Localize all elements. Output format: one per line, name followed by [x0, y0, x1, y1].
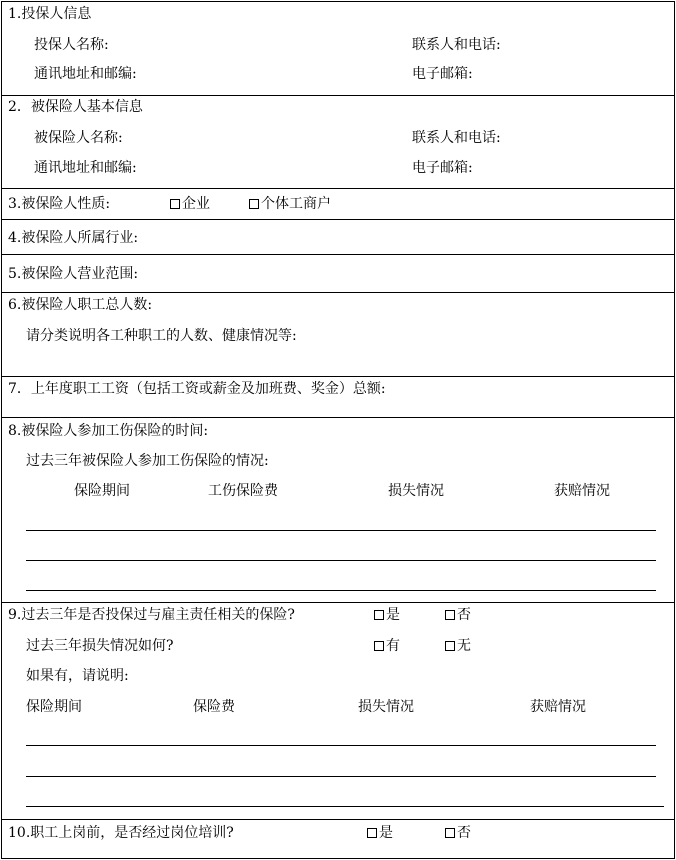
checkbox-icon	[374, 610, 384, 620]
section-job-training	[2, 820, 674, 860]
employee-breakdown-field[interactable]: 请分类说明各工种职工的人数、健康情况等:	[26, 328, 297, 344]
policyholder-name-field[interactable]: 投保人名称:	[34, 37, 109, 53]
loss-history-question: 过去三年损失情况如何?	[26, 638, 174, 654]
section-title: 2．被保险人基本信息	[8, 99, 143, 115]
individual-business-label: 个体工商户	[261, 196, 331, 212]
application-form	[1, 1, 675, 859]
checkbox-icon	[445, 828, 455, 838]
column-header: 保险费	[193, 699, 235, 715]
employer-liability-question: 9.过去三年是否投保过与雇主责任相关的保险?	[8, 607, 295, 623]
checkbox-icon	[445, 610, 455, 620]
section-business-scope	[2, 255, 674, 293]
individual-business-checkbox[interactable]	[249, 195, 331, 213]
checkbox-icon	[170, 199, 180, 209]
loss-no-checkbox[interactable]	[445, 637, 471, 655]
business-scope-field[interactable]: 5.被保险人营业范围:	[8, 266, 139, 282]
contact-phone-field[interactable]: 联系人和电话:	[412, 130, 501, 146]
no-label: 无	[457, 638, 471, 654]
column-header: 获赔情况	[554, 483, 610, 499]
fill-in-line[interactable]	[26, 530, 656, 531]
job-training-question: 10.职工上岗前，是否经过岗位培训?	[8, 825, 234, 841]
section-title: 1.投保人信息	[8, 6, 92, 22]
no-label: 否	[457, 607, 471, 623]
work-injury-start-field[interactable]: 8.被保险人参加工伤保险的时间:	[8, 423, 209, 439]
section-insured-basic-info	[2, 96, 674, 189]
fill-in-line[interactable]	[26, 776, 656, 777]
explain-label: 如果有，请说明:	[26, 668, 129, 684]
checkbox-icon	[374, 641, 384, 651]
insured-nature-label: 3.被保险人性质:	[8, 196, 111, 212]
employer-liability-yes-checkbox[interactable]	[374, 606, 400, 624]
training-no-checkbox[interactable]	[445, 824, 471, 842]
column-header: 工伤保险费	[208, 483, 278, 499]
fill-in-line[interactable]	[26, 560, 656, 561]
fill-in-line[interactable]	[26, 806, 664, 807]
checkbox-icon	[367, 828, 377, 838]
total-wages-field[interactable]: 7．上年度职工工资（包括工资或薪金及加班费、奖金）总额:	[8, 381, 386, 397]
checkbox-icon	[249, 199, 259, 209]
no-label: 否	[457, 825, 471, 841]
email-field[interactable]: 电子邮箱:	[412, 160, 473, 176]
contact-phone-field[interactable]: 联系人和电话:	[412, 37, 501, 53]
email-field[interactable]: 电子邮箱:	[412, 66, 473, 82]
enterprise-label: 企业	[182, 196, 210, 212]
insured-name-field[interactable]: 被保险人名称:	[34, 130, 123, 146]
yes-label: 是	[379, 825, 393, 841]
section-employee-count	[2, 293, 674, 377]
column-header: 获赔情况	[530, 699, 586, 715]
column-header: 保险期间	[26, 699, 82, 715]
employer-liability-no-checkbox[interactable]	[445, 606, 471, 624]
work-injury-history-label: 过去三年被保险人参加工伤保险的情况:	[26, 453, 269, 469]
checkbox-icon	[445, 641, 455, 651]
enterprise-checkbox[interactable]	[170, 195, 210, 213]
address-postcode-field[interactable]: 通讯地址和邮编:	[34, 160, 137, 176]
employee-count-field[interactable]: 6.被保险人职工总人数:	[8, 297, 153, 313]
training-yes-checkbox[interactable]	[367, 824, 393, 842]
section-industry	[2, 220, 674, 255]
column-header: 损失情况	[388, 483, 444, 499]
section-total-wages	[2, 377, 674, 418]
section-insured-nature	[2, 189, 674, 220]
industry-field[interactable]: 4.被保险人所属行业:	[8, 230, 139, 246]
yes-label: 是	[386, 607, 400, 623]
loss-yes-checkbox[interactable]	[374, 637, 400, 655]
column-header: 保险期间	[74, 483, 130, 499]
section-work-injury-insurance	[2, 418, 674, 603]
section-employer-liability-history	[2, 603, 674, 820]
column-header: 损失情况	[358, 699, 414, 715]
address-postcode-field[interactable]: 通讯地址和邮编:	[34, 66, 137, 82]
fill-in-line[interactable]	[26, 745, 656, 746]
fill-in-line[interactable]	[26, 590, 656, 591]
section-policyholder-info	[2, 2, 674, 96]
yes-label: 有	[386, 638, 400, 654]
